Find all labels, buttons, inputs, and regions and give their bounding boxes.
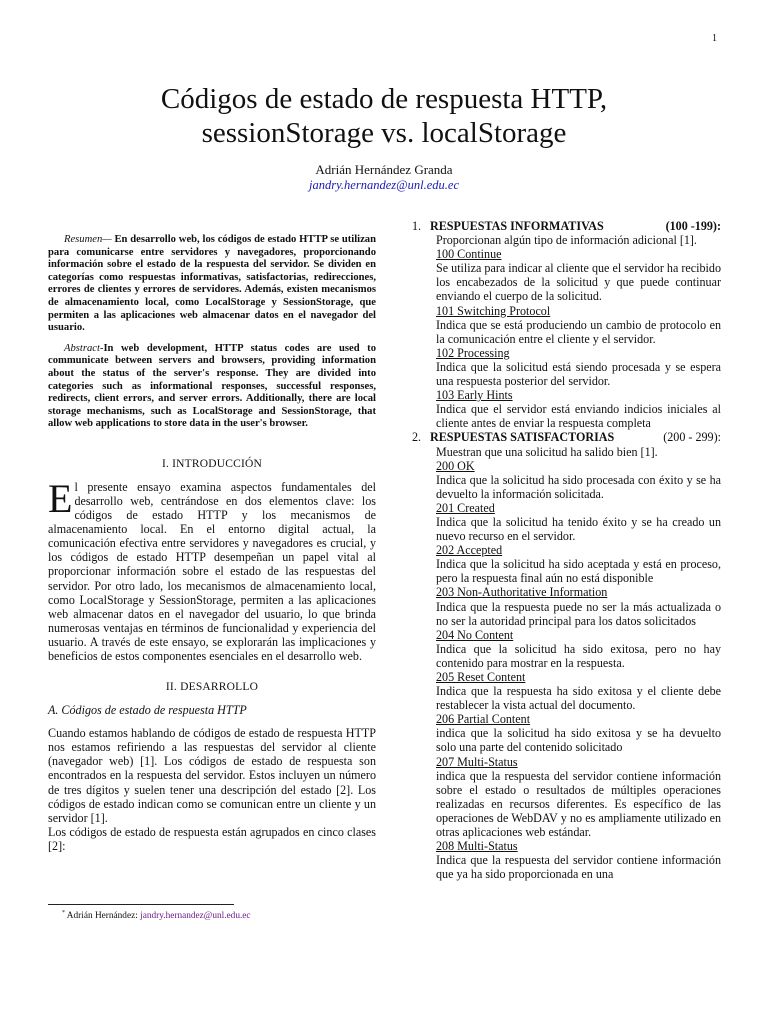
- abstract-label: Abstract-: [64, 342, 104, 354]
- subsection-heading-a: A. Códigos de estado de respuesta HTTP: [48, 703, 247, 718]
- group-description: Muestran que una solicitud ha salido bien [1].: [436, 444, 658, 459]
- status-code-title: 208 Multi-Status: [436, 839, 518, 854]
- status-code-desc: indica que la respuesta del servidor contiene información sobre el estado o resultados de múltiples operaciones realizadas en recursos diferentes. Es específico de las operaciones de WebDAV y no es ampliamente utilizado en otras aplicaciones web estándar.: [436, 768, 721, 840]
- section-heading-desarrollo: II. DESARROLLO: [165, 681, 259, 694]
- status-code-desc: Indica que la solicitud ha tenido éxito y se ha creado un nuevo recurso en el servidor.: [436, 514, 721, 544]
- group-heading: [430, 219, 721, 233]
- footnote-mark: *: [62, 910, 65, 916]
- footnote: [62, 910, 251, 921]
- group-heading-range: (100 -199):: [665, 219, 721, 233]
- status-code-title: 101 Switching Protocol: [436, 303, 551, 318]
- resumen-text: En desarrollo web, los códigos de estado HTTP se utilizan para comunicarse entre servidores y navegadores, proporcionando información sobre el estado de la respuesta del servidor. Se dividen en categorías como respuestas informativas, satisfactorias, redirecciones, errores de clientes y errores de servidores. Además, existen mecanismos de almacenamiento local, como LocalStorage y SessionStorage, que permiten a las aplicaciones web almacenar datos en el navegador del usuario.: [48, 234, 376, 334]
- status-code-desc: Indica que la solicitud ha sido aceptada y está en proceso, pero la respuesta final aún no está disponible: [436, 557, 721, 586]
- status-code-title: 205 Reset Content: [436, 670, 526, 684]
- status-code-title: 206 Partial Content: [436, 712, 531, 727]
- group-heading-title: RESPUESTAS INFORMATIVAS: [430, 219, 604, 233]
- status-code-desc: Indica que la solicitud ha sido exitosa, pero no hay contenido para mostrar en la respuesta.: [436, 641, 721, 670]
- footnote-rule: [48, 904, 234, 905]
- desarrollo-paragraph-1: Cuando estamos hablando de códigos de estado de respuesta HTTP nos estamos refiriendo a las respuestas del servidor al cliente (navegador web) [1]. Los códigos de estado de respuesta son encontrados en la respuesta del servidor. Estos incluyen un número de tres dígitos y suelen tener una descripción del estado [2]. Los códigos de estado indican como se comunican entre un cliente y un servidor [1].: [48, 726, 376, 825]
- abstract-text: In web development, HTTP status codes are used to communicate between servers and browsers, providing information about the status of the server's response. They are divided into categories such as informational responses, successful responses, redirects, client errors, and server errors. Additionally, there are local storage mechanisms, such as LocalStorage and SessionStorage, that allow web applications to store data in the user's browser.: [48, 342, 376, 430]
- page-number: 1: [712, 33, 717, 44]
- status-code-title: 203 Non-Authoritative Information: [436, 585, 608, 600]
- status-code-title: 102 Processing: [436, 345, 510, 360]
- drop-cap: E: [48, 475, 73, 521]
- group-heading: [430, 430, 721, 444]
- abstract-paragraph: [48, 343, 376, 431]
- footnote-email: jandry.hernandez@unl.edu.ec: [140, 911, 251, 922]
- status-code-title: 201 Created: [436, 500, 495, 515]
- status-code-desc: indica que la solicitud ha sido exitosa y se ha devuelto solo una parte del contenido solicitado: [436, 726, 721, 755]
- status-code-desc: Se utiliza para indicar al cliente que el servidor ha recibido los encabezados de la solicitud y que puede continuar enviando el cuerpo de la solicitud.: [436, 261, 721, 304]
- status-code-title: 204 No Content: [436, 627, 514, 642]
- status-code-desc: Indica que la respuesta del servidor contiene información que ya ha sido proporcionada en una: [436, 853, 721, 882]
- status-code-desc: Indica que la respuesta puede no ser la más actualizada o no ser la autoridad principal para los datos solicitados: [436, 599, 721, 628]
- author-name: Adrián Hernández Granda: [315, 162, 453, 177]
- intro-text: l presente ensayo examina aspectos fundamentales del desarrollo web, centrándose en dos elementos clave: los códigos de estado HTTP y los mecanismos de almacenamiento local. En el entorno digital actual, la comunicación efectiva entre servidores y navegadores es crucial, y los códigos de estado HTTP desempeñan un papel vital al proporcionar información sobre el estado de las respuestas del servidor. Por otro lado, los mecanismos de almacenamiento local, como LocalStorage y SessionStorage, permiten a las aplicaciones web almacenar datos en el navegador del usuario, lo que brinda numerosas ventajas en términos de funcionalidad y experiencia del usuario. A través de este ensayo, se explorarán las implicaciones y beneficios de estos componentes esenciales en el desarrollo web.: [48, 479, 376, 664]
- footnote-name: Adrián Hernández:: [65, 911, 141, 922]
- status-code-desc: Indica que se está produciendo un cambio de protocolo en la comunicación entre el cliente y el servidor.: [436, 317, 721, 346]
- status-code-desc: Indica que el servidor está enviando indicios iniciales al cliente antes de enviar la respuesta completa: [436, 402, 721, 431]
- status-code-desc: Indica que la respuesta ha sido exitosa y el cliente debe restablecer la vista actual del documento.: [436, 684, 721, 713]
- intro-paragraph: [48, 475, 376, 664]
- status-code-title: 207 Multi-Status: [436, 754, 518, 769]
- author-email: jandry.hernandez@unl.edu.ec: [308, 178, 459, 192]
- group-description: Proporcionan algún tipo de información adicional [1].: [436, 233, 697, 248]
- title-line-1: Códigos de estado de respuesta HTTP,: [160, 83, 608, 115]
- resumen-label: Resumen—: [64, 234, 112, 245]
- status-code-desc: Indica que la solicitud ha sido procesada con éxito y se ha devuelto la información solicitada.: [436, 472, 721, 501]
- title-line-2: sessionStorage vs. localStorage: [201, 117, 567, 149]
- status-code-title: 200 OK: [436, 458, 475, 473]
- status-code-title: 100 Continue: [436, 247, 502, 262]
- status-group-1: [412, 219, 721, 430]
- status-code-title: 202 Accepted: [436, 543, 503, 558]
- right-column: [412, 219, 721, 881]
- group-heading-range: (200 - 299):: [663, 430, 721, 445]
- section-heading-introduccion: I. INTRODUCCIÓN: [161, 457, 263, 470]
- left-column: [48, 234, 376, 853]
- status-code-desc: Indica que la solicitud está siendo procesada y se espera una respuesta posterior del servidor.: [436, 359, 721, 389]
- group-heading-title: RESPUESTAS SATISFACTORIAS: [430, 430, 615, 445]
- resumen-paragraph: [48, 234, 376, 335]
- group-number: 1.: [412, 219, 422, 233]
- status-code-title: 103 Early Hints: [436, 388, 513, 403]
- desarrollo-paragraph-2: Los códigos de estado de respuesta están agrupados en cinco clases [2]:: [48, 824, 376, 853]
- paper-title: [0, 82, 768, 150]
- status-group-2: [412, 430, 721, 881]
- group-number: 2.: [412, 430, 422, 445]
